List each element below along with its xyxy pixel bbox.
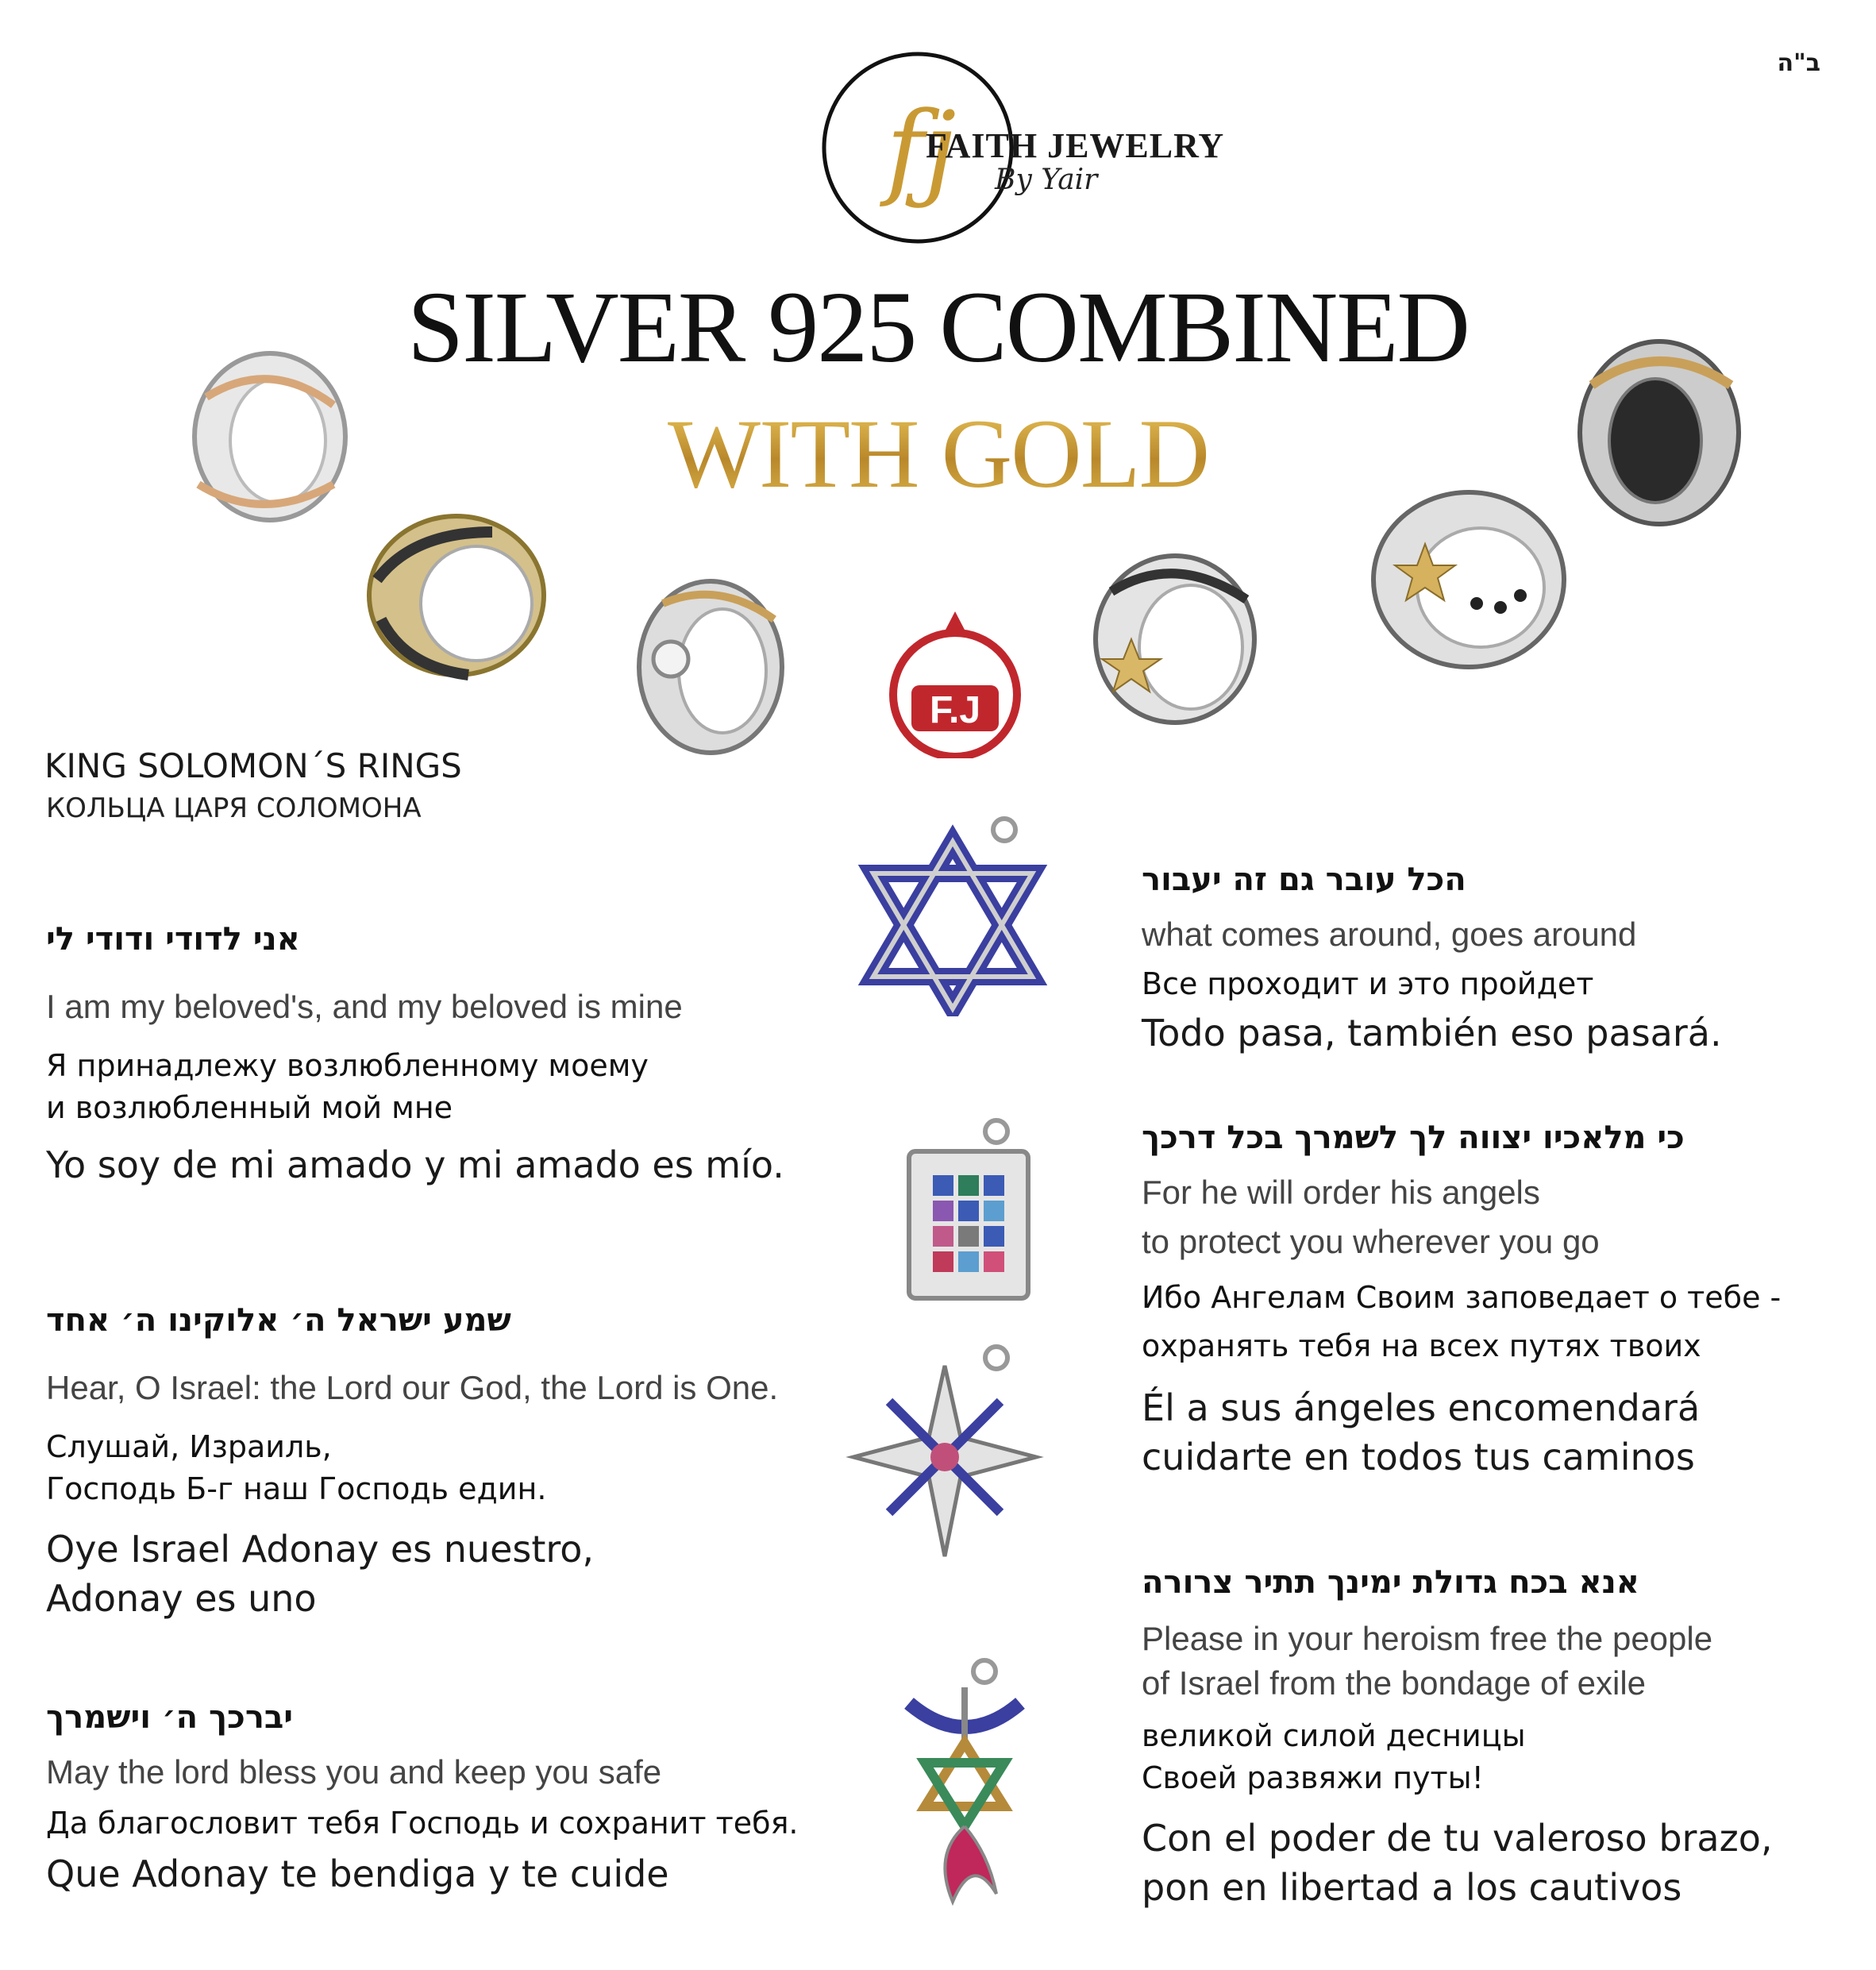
pendant-star-compass[interactable] [842,1342,1048,1572]
right-block-2-spanish-1: Él a sus ángeles encomendará [1142,1386,1701,1430]
left-block-2-spanish-2: Adonay es uno [46,1577,317,1621]
pendant-breastplate[interactable] [869,1112,1076,1310]
right-block-3-english-2: of Israel from the bondage of exile [1142,1664,1647,1702]
left-block-2-russian-1: Слушай, Израиль, [46,1429,332,1464]
category-title-ru: КОЛЬЦА ЦАРЯ СОЛОМОНА [46,792,422,824]
right-block-3-russian-1: великой силой десницы [1142,1718,1526,1753]
left-block-3-russian-1: Да благословит тебя Господь и сохранит тебя. [46,1806,799,1841]
right-block-3-hebrew: אנא בכח גדולת ימינך תתיר צרורה [1142,1564,1639,1601]
right-block-3-spanish-2: pon en libertad a los cautivos [1142,1866,1682,1910]
right-block-1-russian-1: Все проходит и это пройдет [1142,966,1594,1001]
right-block-2-hebrew: כי מלאכיו יצווה לך לשמרך בכל דרכך [1142,1120,1685,1156]
pendant-messianic-seal[interactable] [861,1656,1068,1918]
ring-image-6[interactable] [1568,330,1751,536]
hero-title-line1: SILVER 925 COMBINED [407,271,1469,384]
right-block-1-english-1: what comes around, goes around [1142,916,1637,953]
brand-name: FAITH JEWELRY [926,126,1225,165]
ring-image-1[interactable] [175,333,365,540]
left-block-1-hebrew: אני לדודי ודודי לי [46,921,300,958]
right-block-1-spanish-1: Todo pasa, también eso pasará. [1142,1012,1722,1055]
left-block-1 [46,921,840,1189]
left-block-2-hebrew: שמע ישראל ה׳ אלוקינו ה׳ אחד [46,1302,511,1339]
left-block-1-russian-1: Я принадлежу возлюбленному моему [46,1048,649,1083]
logo-initials: fj [886,89,957,210]
right-block-1-hebrew: הכל עובר גם זה יעבור [1142,862,1466,898]
ring-image-3[interactable] [631,572,790,762]
left-block-3-spanish-1: Que Adonay te bendiga y te cuide [46,1852,669,1896]
pendant-star-of-david[interactable] [849,810,1056,1016]
left-block-3-hebrew: יברכך ה׳ וישמרך [46,1699,294,1736]
brand-logo[interactable] [816,46,1348,253]
right-block-3-english-1: Please in your heroism free the people [1142,1620,1713,1657]
ring-image-4[interactable] [1088,544,1262,734]
right-block-1 [1142,862,1840,1058]
left-block-3 [46,1699,840,1899]
left-block-2 [46,1302,840,1624]
left-block-1-russian-2: и возлюбленный мой мне [46,1090,453,1126]
ring-image-2[interactable] [357,500,556,691]
hero-title-line2: WITH GOLD [0,405,1876,503]
left-block-1-spanish-1: Yo soy de mi amado y mi amado es mío. [46,1143,784,1187]
right-block-2-spanish-2: cuidarte en todos tus caminos [1142,1436,1695,1479]
ring-image-5[interactable] [1366,476,1572,683]
left-block-2-russian-2: Господь Б-г наш Господь един. [46,1471,547,1507]
left-block-1-english: I am my beloved's, and my beloved is mine [46,988,683,1025]
right-block-2-russian-2: охранять тебя на всех путях твоих [1142,1328,1701,1364]
right-block-2-russian-1: Ибо Ангелам Своим заповедает о тебе - [1142,1280,1782,1315]
right-block-3-russian-2: Своей развяжи путы! [1142,1760,1484,1796]
fj-pomegranate-badge[interactable] [880,607,1030,758]
right-block-2-english-2: to protect you wherever you go [1142,1223,1600,1260]
left-block-3-english: May the lord bless you and keep you safe [46,1753,662,1791]
right-block-3-spanish-1: Con el poder de tu valeroso brazo, [1142,1817,1773,1860]
right-block-3 [1142,1564,1840,1913]
left-block-2-english: Hear, O Israel: the Lord our God, the Lord is One. [46,1369,779,1406]
brand-tagline: By Yair [995,164,1098,196]
right-block-2-english-1: For he will order his angels [1142,1174,1540,1211]
category-title-en: KING SOLOMON´S RINGS [44,746,462,785]
left-block-2-spanish-1: Oye Israel Adonay es nuestro, [46,1528,595,1571]
bh-mark: ב"ה [1777,49,1820,77]
right-block-2 [1142,1120,1840,1482]
fj-badge-text: F.J [929,689,981,731]
